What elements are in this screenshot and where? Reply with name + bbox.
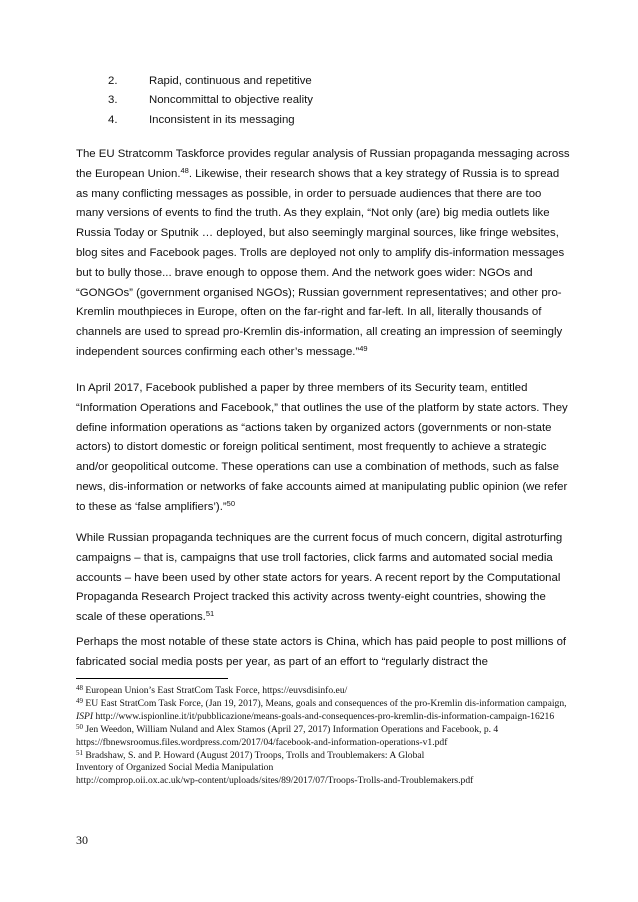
paragraph-eu-stratcomm — [76, 145, 570, 363]
paragraph-astroturfing — [76, 529, 570, 628]
page-number: 30 — [76, 833, 88, 847]
footnote-49 — [76, 698, 576, 723]
footnotes — [76, 685, 576, 788]
footnote-text: Inventory of Organized Social Media Manipulation — [76, 762, 274, 774]
footnote-ref-48[interactable]: 48 — [180, 165, 189, 175]
footnote-text: European Union’s East StratCom Task Force, https://euvsdisinfo.eu/ — [83, 685, 348, 696]
footnote-51 — [76, 750, 576, 787]
footnote-text: Jen Weedon, William Nuland and Alex Stamos (April 27, 2017) Information Operations and Facebook, p. 4 https://fbnewsroomus.files.wordpress.com/2017/04/facebook-and-information-operations-v1.pdf — [76, 724, 499, 748]
paragraph-text: While Russian propaganda techniques are the current focus of much concern, digital astroturfing campaigns – that is, campaigns that use troll factories, click farms and automated social media accounts – have been used by other state actors for years. A recent report by the Computational Propaganda Research Project tracked this activity across twenty-eight countries, showing the scale of these operations. — [76, 532, 563, 624]
footnote-number: 51 — [76, 749, 83, 758]
footnote-ref-51[interactable]: 51 — [205, 609, 215, 619]
paragraph-china — [76, 633, 570, 673]
list-text: Rapid, continuous and repetitive — [149, 75, 312, 87]
footnote-50 — [76, 724, 576, 749]
paragraph-text: . Likewise, their research shows that a key strategy of Russia is to spread as many conflicting messages as possible, in order to persuade audiences that there are too many versions of events to find the truth. As they explain, “Not only (are) big media outlets like Russia Today or Sputnik … deployed, but also seemingly marginal sources, like fringe websites, blog sites and Facebook pages. Trolls are deployed not only to amplify dis-information messages but to bully those... brave enough to oppose them. And the network goes wider: NGOs and “GONGOs” (government organised NGOs); Russian government representatives; and other pro-Kremlin mouthpieces in Europe, often on the far-right and far-left. In all, literally thousands of channels are used to spread pro-Kremlin dis-information, all creating an impression of seemingly independent sources confirming each other’s message.” — [76, 167, 565, 358]
paragraph-facebook — [76, 379, 570, 518]
list-number: 3. — [108, 94, 118, 107]
numbered-list — [108, 72, 313, 130]
footnote-ref-50[interactable]: 50 — [226, 498, 236, 508]
footnote-italic: ISPI — [76, 710, 94, 722]
footnote-text: http://www.ispionline.it/it/pubblicazione/means-goals-and-consequences-pro-kremlin-dis-information-campaign-16216 — [93, 710, 555, 722]
list-number: 4. — [108, 113, 118, 126]
footnote-48 — [76, 685, 576, 697]
paragraph-text: The EU Stratcomm Taskforce provides regular analysis of Russian propaganda messaging across the European Union. — [76, 148, 570, 180]
footnote-divider — [76, 678, 228, 679]
paragraph-text: In April 2017, Facebook published a paper by three members of its Security team, entitled “Information Operations and Facebook,” that outlines the use of the platform by state actors. They define information operations as “actions taken by organized actors (governments or non-state actors) to distort domestic or foreign political sentiment, most frequently to achieve a strategic and/or geopolitical outcome. These operations can use a combination of methods, such as false news, dis-information or networks of fake accounts aimed at manipulating public opinion (we refer to these as ‘false amplifiers’).” — [76, 382, 568, 513]
list-item — [108, 91, 313, 110]
footnote-text: Bradshaw, S. and P. Howard (August 2017) Troops, Trolls and Troublemakers: A Global — [83, 750, 425, 762]
list-item — [108, 72, 313, 91]
footnote-url[interactable]: http://comprop.oii.ox.ac.uk/wp-content/uploads/sites/89/2017/07/Troops-Trolls-and-Troublemakers.pdf — [76, 774, 474, 786]
footnote-number: 48 — [76, 684, 83, 692]
footnote-ref-49[interactable]: 49 — [359, 343, 368, 353]
footnote-text: EU East StratCom Task Force, (Jan 19, 2017), Means, goals and consequences of the pro-Kremlin dis-information campaign, — [83, 698, 567, 710]
list-text: Inconsistent in its messaging — [149, 113, 295, 126]
list-item — [108, 111, 313, 130]
footnote-number: 50 — [76, 723, 83, 732]
list-number: 2. — [108, 75, 118, 87]
paragraph-text: Perhaps the most notable of these state actors is China, which has paid people to post millions of fabricated social media posts per year, as part of an effort to “regularly distract the — [76, 636, 567, 668]
list-text: Noncommittal to objective reality — [149, 94, 313, 107]
footnote-number: 49 — [76, 697, 83, 706]
